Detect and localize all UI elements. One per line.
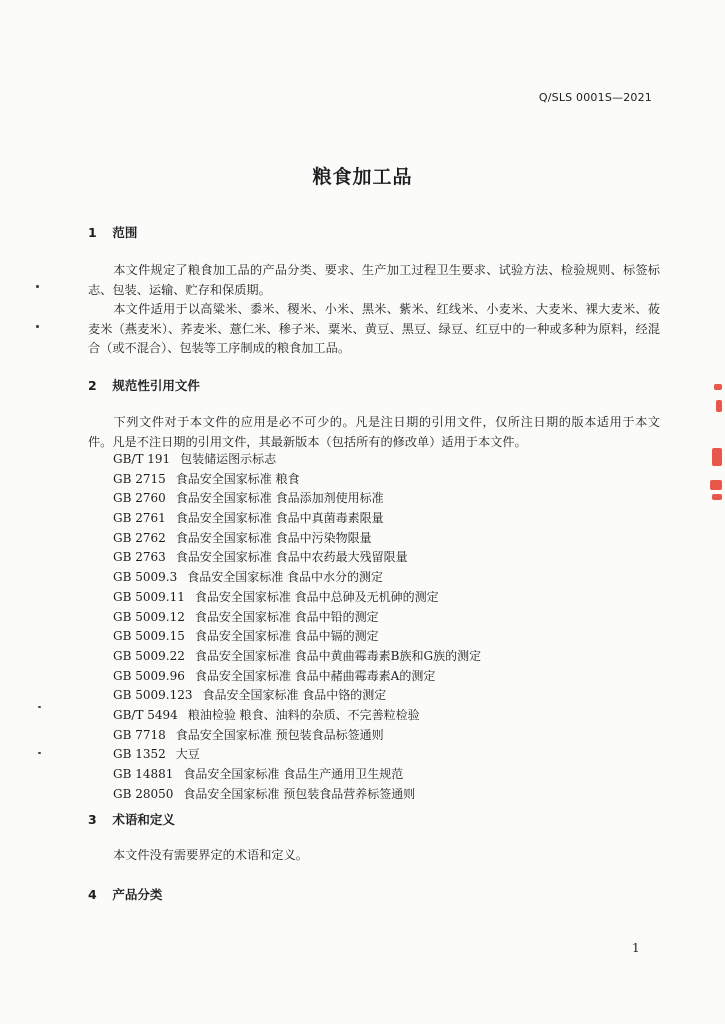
section-number: 1 xyxy=(88,225,97,240)
scope-paragraph-1 xyxy=(88,261,660,300)
reference-title: 食品安全国家标准 食品生产通用卫生规范 xyxy=(183,767,404,781)
reference-code: GB 14881 xyxy=(113,767,174,781)
section-number: 2 xyxy=(88,378,97,393)
reference-list xyxy=(113,450,481,804)
reference-item xyxy=(113,667,481,687)
references-intro xyxy=(88,413,660,452)
reference-code: GB 2715 xyxy=(113,471,166,486)
reference-item xyxy=(113,785,481,805)
scope-text-2: 本文件适用于以高粱米、黍米、稷米、小米、黑米、紫米、红线米、小麦米、大麦米、裸大麦米、莜麦米（燕麦米）、荞麦米、薏仁米、䅟子米、粟米、黄豆、黑豆、绿豆、红豆中的一种或多种为原料，经混合（或不混合）、包装等工序制成的粮食加工品。 xyxy=(88,302,660,355)
scan-mark xyxy=(36,325,39,328)
reference-title: 粮油检验 粮食、油料的杂质、不完善粒检验 xyxy=(187,707,420,722)
reference-item xyxy=(113,765,481,785)
reference-title: 包装储运图示标志 xyxy=(180,452,277,466)
references-intro-text: 下列文件对于本文件的应用是必不可少的。凡是注日期的引用文件，仅所注日期的版本适用于本文件。凡是不注日期的引用文件，其最新版本（包括所有的修改单）适用于本文件。 xyxy=(88,415,660,449)
reference-title: 食品安全国家标准 食品中黄曲霉毒素B族和G族的测定 xyxy=(194,648,482,663)
reference-item xyxy=(113,726,481,746)
reference-item xyxy=(113,588,481,608)
reference-title: 食品安全国家标准 食品中铅的测定 xyxy=(194,609,379,624)
reference-title: 食品安全国家标准 食品中污染物限量 xyxy=(175,530,372,545)
reference-title: 食品安全国家标准 预包装食品营养标签通则 xyxy=(183,786,416,801)
terms-paragraph xyxy=(88,846,660,866)
reference-item xyxy=(113,489,481,509)
reference-code: GB 5009.96 xyxy=(113,668,185,683)
reference-code: GB 2762 xyxy=(113,530,166,545)
section-2-heading xyxy=(88,376,200,394)
standard-number: Q/SLS 0001S—2021 xyxy=(538,91,652,104)
section-number: 4 xyxy=(88,887,97,902)
section-title: 术语和定义 xyxy=(112,812,175,827)
reference-code: GB 5009.11 xyxy=(113,589,185,604)
reference-code: GB 5009.123 xyxy=(113,688,193,703)
reference-item xyxy=(113,706,481,726)
section-title: 产品分类 xyxy=(112,887,163,902)
reference-title: 食品安全国家标准 食品中真菌毒素限量 xyxy=(175,511,384,526)
reference-code: GB/T 5494 xyxy=(113,707,178,722)
reference-item xyxy=(113,509,481,529)
reference-code: GB/T 191 xyxy=(113,452,171,466)
page-number: 1 xyxy=(632,941,640,955)
section-3-heading xyxy=(88,810,175,828)
reference-code: GB 5009.15 xyxy=(113,629,185,644)
reference-item xyxy=(113,686,481,706)
scan-mark xyxy=(38,706,41,708)
scan-mark xyxy=(38,752,41,754)
section-title: 范围 xyxy=(112,225,138,240)
reference-title: 食品安全国家标准 食品中总砷及无机砷的测定 xyxy=(194,589,439,604)
reference-item xyxy=(113,529,481,549)
reference-title: 食品安全国家标准 食品中铬的测定 xyxy=(202,688,387,703)
reference-code: GB 28050 xyxy=(113,786,174,801)
terms-text: 本文件没有需要界定的术语和定义。 xyxy=(113,848,308,862)
reference-title: 食品安全国家标准 食品中农药最大残留限量 xyxy=(175,550,408,565)
reference-title: 食品安全国家标准 粮食 xyxy=(175,471,300,486)
scope-paragraph-2 xyxy=(88,300,660,359)
reference-item xyxy=(113,745,481,765)
scan-mark xyxy=(36,285,39,288)
reference-title: 食品安全国家标准 食品添加剂使用标准 xyxy=(175,491,384,506)
reference-code: GB 1352 xyxy=(113,747,166,762)
reference-code: GB 5009.3 xyxy=(113,570,178,585)
reference-code: GB 2763 xyxy=(113,550,166,565)
reference-code: GB 7718 xyxy=(113,727,166,742)
reference-item xyxy=(113,548,481,568)
scope-text-1: 本文件规定了粮食加工品的产品分类、要求、生产加工过程卫生要求、试验方法、检验规则、标签标志、包装、运输、贮存和保质期。 xyxy=(88,263,660,297)
reference-title: 食品安全国家标准 食品中赭曲霉毒素A的测定 xyxy=(194,668,436,683)
section-number: 3 xyxy=(88,812,97,827)
reference-item xyxy=(113,647,481,667)
reference-item xyxy=(113,608,481,628)
section-1-heading xyxy=(88,223,137,241)
reference-item xyxy=(113,470,481,490)
section-title: 规范性引用文件 xyxy=(112,378,200,393)
reference-title: 食品安全国家标准 食品中镉的测定 xyxy=(194,629,379,644)
reference-code: GB 2760 xyxy=(113,491,166,506)
document-title: 粮食加工品 xyxy=(312,166,413,188)
reference-item xyxy=(113,450,481,470)
section-4-heading xyxy=(88,885,162,903)
reference-title: 食品安全国家标准 预包装食品标签通则 xyxy=(175,727,384,742)
reference-item xyxy=(113,568,481,588)
reference-title: 食品安全国家标准 食品中水分的测定 xyxy=(187,570,384,585)
reference-code: GB 5009.12 xyxy=(113,609,185,624)
reference-title: 大豆 xyxy=(175,747,200,762)
reference-code: GB 2761 xyxy=(113,511,166,526)
reference-code: GB 5009.22 xyxy=(113,648,185,663)
reference-item xyxy=(113,627,481,647)
